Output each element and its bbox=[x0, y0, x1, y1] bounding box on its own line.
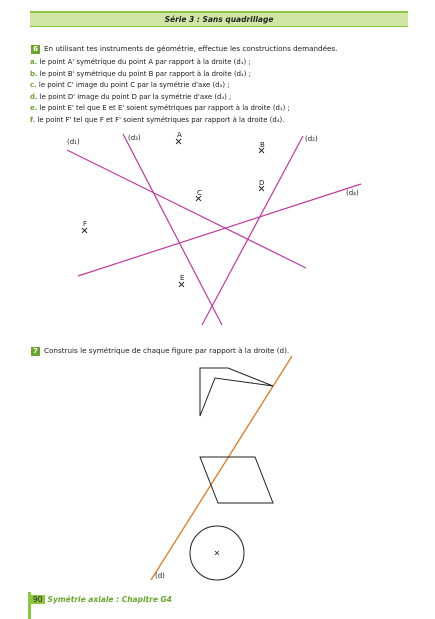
parallelogram-shape bbox=[200, 457, 273, 503]
chapter-title: Symétrie axiale : Chapitre G4 bbox=[47, 595, 172, 604]
list-item: e. le point E' tel que E et E' soient symétriques par rapport à la droite (d₁) ; bbox=[30, 104, 290, 113]
list-item: a. le point A' symétrique du point A par rapport à la droite (d₁) ; bbox=[30, 58, 251, 66]
exercise-6-lines bbox=[67, 134, 361, 325]
label-d3: (d₃) bbox=[128, 134, 141, 142]
list-item: d. le point D' image du point D par la symétrie d'axe (d₄) ; bbox=[30, 92, 232, 101]
page-number: 90 bbox=[33, 595, 43, 604]
axis-line-d bbox=[151, 356, 292, 580]
point-f-cross bbox=[82, 228, 87, 233]
list-item: f. le point F' tel que F et F' soient symétriques par rapport à la droite (d₄). bbox=[30, 115, 285, 124]
label-axis-d: (d) bbox=[155, 572, 165, 580]
polygon-shape bbox=[200, 368, 273, 416]
label-d2: (d₂) bbox=[305, 135, 318, 143]
label-point-d: D bbox=[259, 179, 265, 187]
list-item: c. le point C' image du point C par la symétrie d'axe (d₃) ; bbox=[30, 81, 230, 90]
line-d1 bbox=[67, 150, 306, 268]
points bbox=[82, 139, 264, 287]
label-point-a: A bbox=[177, 131, 182, 139]
line-d4 bbox=[78, 184, 361, 276]
point-e-cross bbox=[179, 282, 184, 287]
label-point-e: E bbox=[180, 274, 185, 282]
exercise-7-header bbox=[31, 346, 289, 356]
label-point-f: F bbox=[83, 220, 88, 228]
line-d3 bbox=[123, 134, 222, 325]
label-point-b: B bbox=[260, 141, 265, 149]
label-d4: (d₄) bbox=[346, 189, 359, 197]
exercise-6-number: 6 bbox=[31, 45, 40, 54]
label-point-c: C bbox=[197, 189, 202, 197]
exercise-7-instruction: Construis le symétrique de chaque figure par rapport à la droite (d). bbox=[44, 346, 290, 355]
point-a-cross bbox=[176, 139, 181, 144]
list-item: b. le point B' symétrique du point B par rapport à la droite (d₂) ; bbox=[30, 69, 251, 78]
page-footer bbox=[31, 594, 172, 605]
series-title: Série 3 : Sans quadrillage bbox=[164, 15, 274, 24]
exercise-7-number: 7 bbox=[31, 347, 40, 356]
exercise-6-instruction: En utilisant tes instruments de géométrie, effectue les constructions demandées. bbox=[44, 44, 338, 53]
circle-center-cross bbox=[215, 551, 219, 555]
label-d1: (d₁) bbox=[67, 138, 80, 146]
